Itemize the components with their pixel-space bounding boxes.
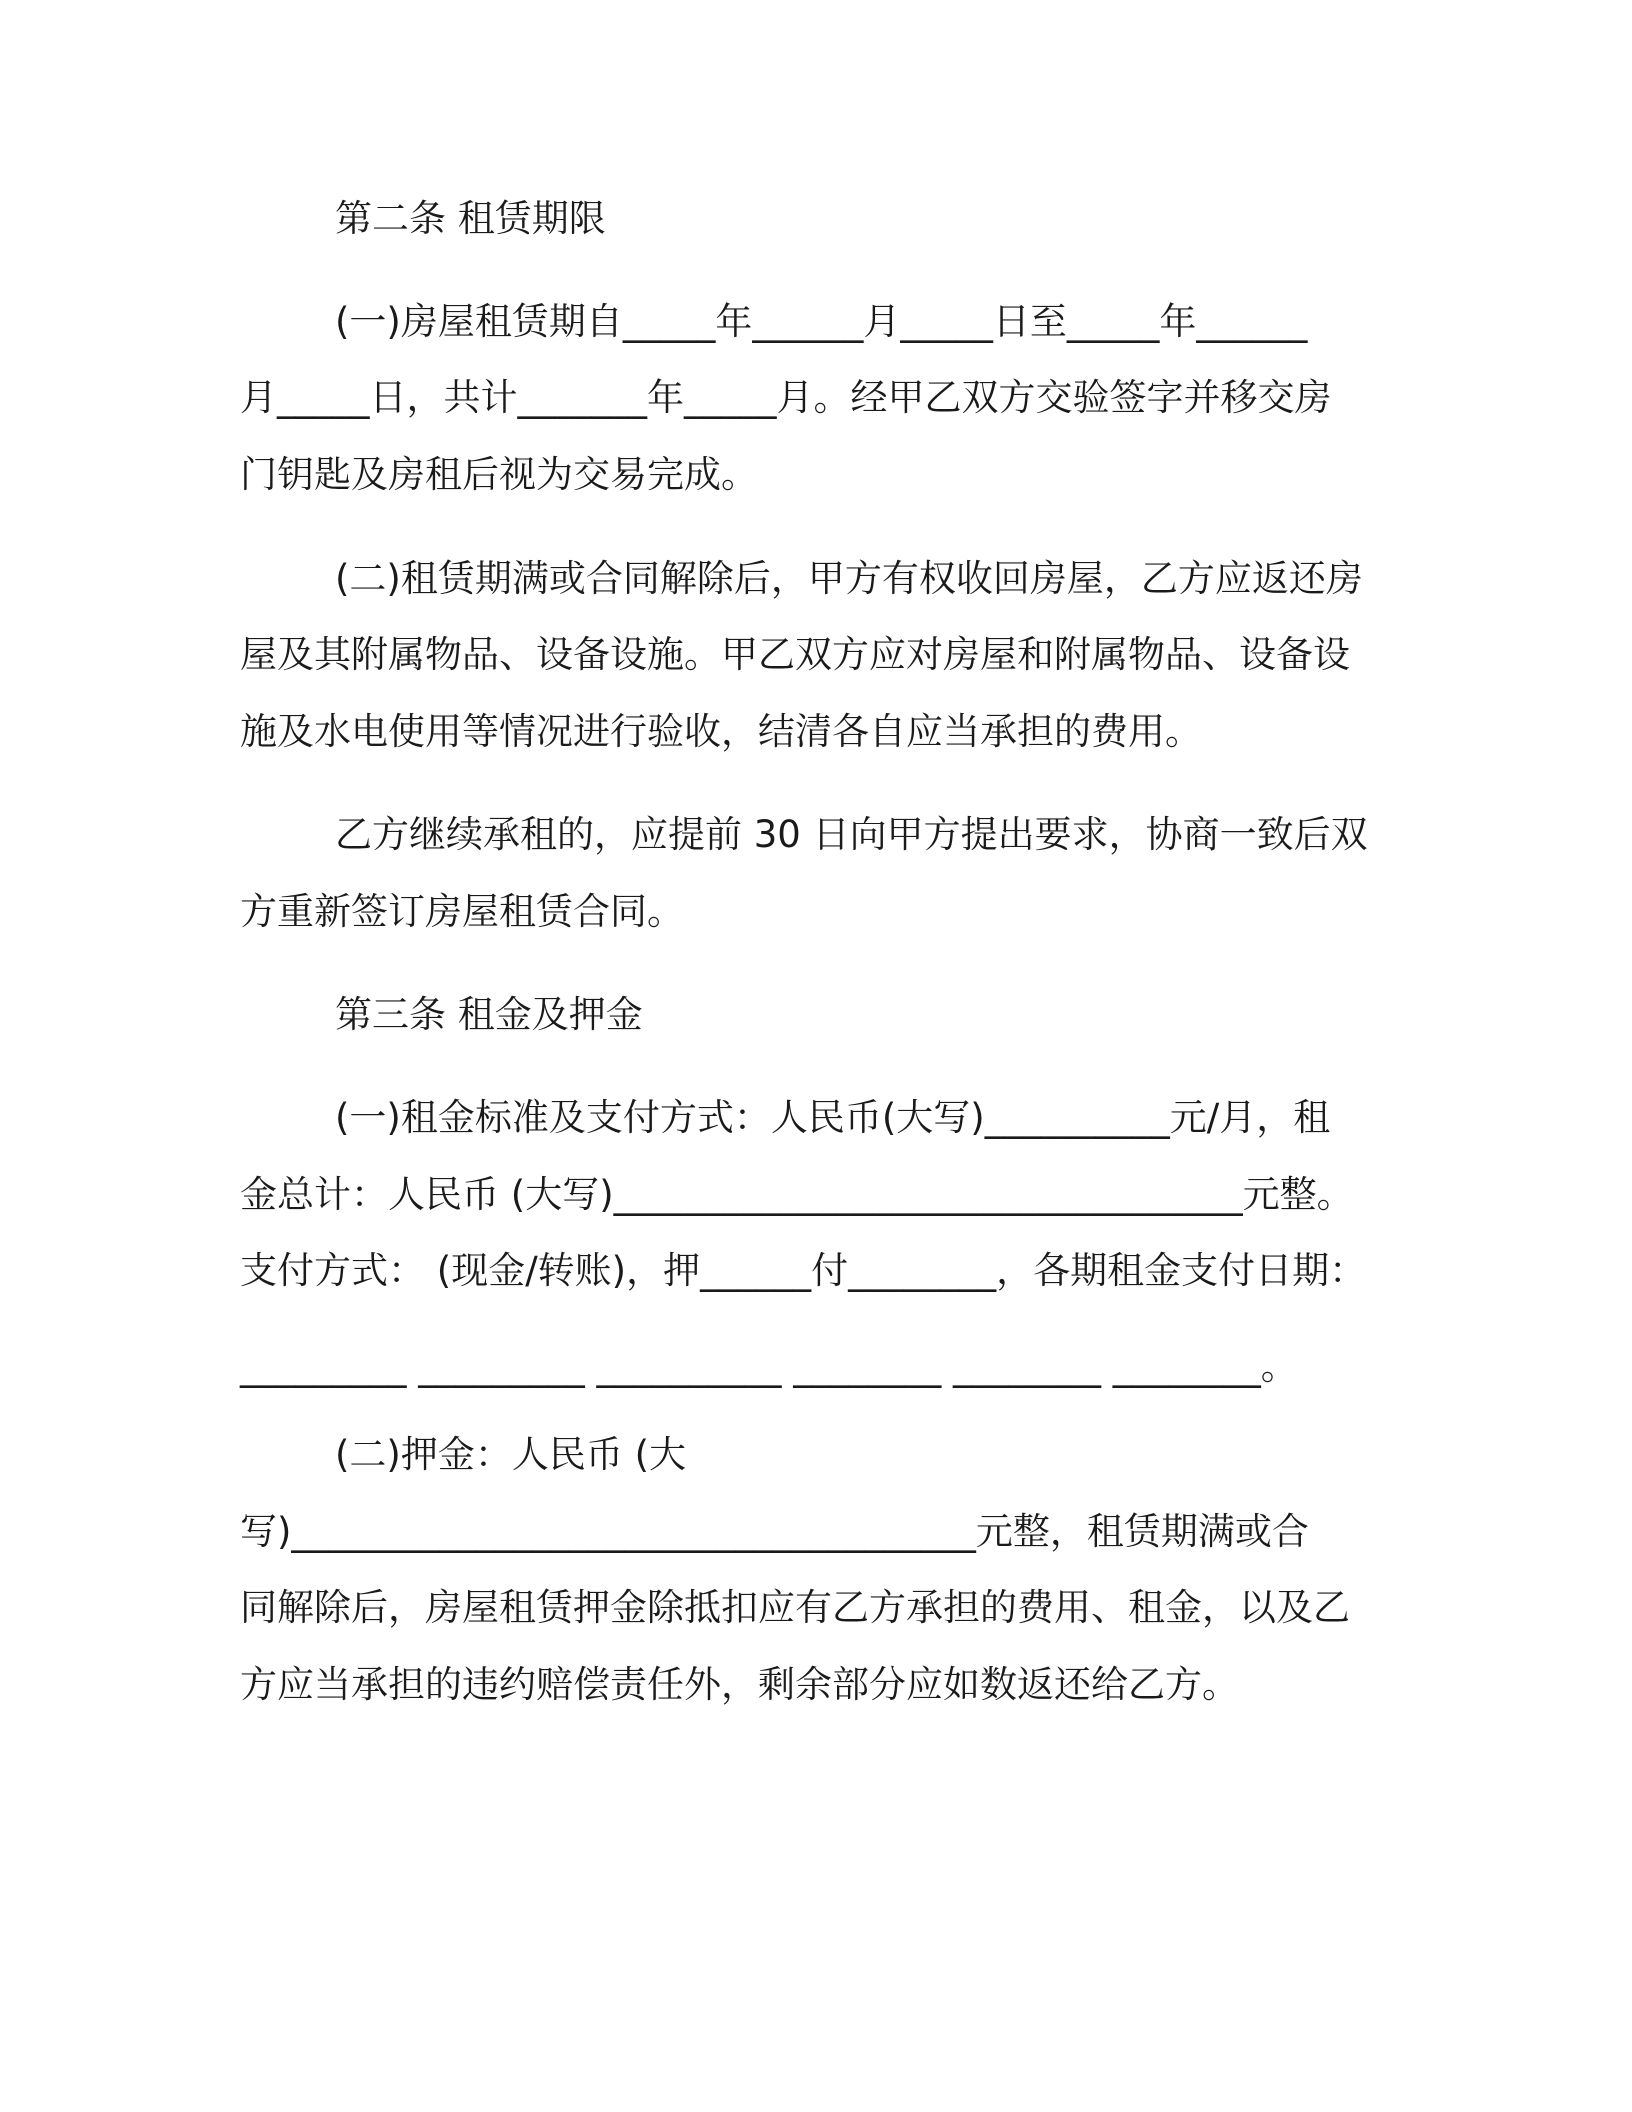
clause-2-2-line-3: 施及水电使用等情况进行验收，结清各自应当承担的费用。 [240,710,1202,753]
renewal-line-1: 乙方继续承租的，应提前 30 日向甲方提出要求，协商一致后双 [335,813,1368,856]
clause-2-2-line-1: (二)租赁期满或合同解除后，甲方有权收回房屋，乙方应返还房 [335,557,1363,600]
clause-3-2-line-4: 方应当承担的违约赔偿责任外，剩余部分应如数返还给乙方。 [240,1663,1239,1706]
clause-3-2-line-1: (二)押金：人民币 (大 [335,1433,687,1476]
renewal-line-2: 方重新签订房屋租赁合同。 [240,890,684,933]
clause-3-2-line-3: 同解除后，房屋租赁押金除抵扣应有乙方承担的费用、租金，以及乙 [240,1586,1350,1629]
clause-3-1-line-2: 金总计：人民币 (大写)__________________________________元整。 [240,1173,1354,1216]
payment-dates-blanks: _________ _________ __________ ________ ________ ________。 [240,1345,1298,1388]
clause-3-1-line-1: (一)租金标准及支付方式：人民币(大写)__________元/月，租 [335,1096,1331,1139]
clause-2-2-line-2: 屋及其附属物品、设备设施。甲乙双方应对房屋和附属物品、设备设 [240,633,1350,676]
clause-2-1-line-2: 月_____日，共计_______年_____月。经甲乙双方交验签字并移交房 [240,376,1332,419]
clause-3-1-line-3: 支付方式： (现金/转账)，押______付________，各期租金支付日期： [240,1249,1367,1292]
clause-3-2-line-2: 写)_____________________________________元整，租赁期满或合 [240,1510,1309,1553]
article-2-heading: 第二条 租赁期限 [335,197,606,240]
article-3-heading: 第三条 租金及押金 [335,993,643,1036]
clause-2-1-line-3: 门钥匙及房租后视为交易完成。 [240,453,758,496]
clause-2-1-line-1: (一)房屋租赁期自_____年______月_____日至_____年______ [335,300,1308,343]
